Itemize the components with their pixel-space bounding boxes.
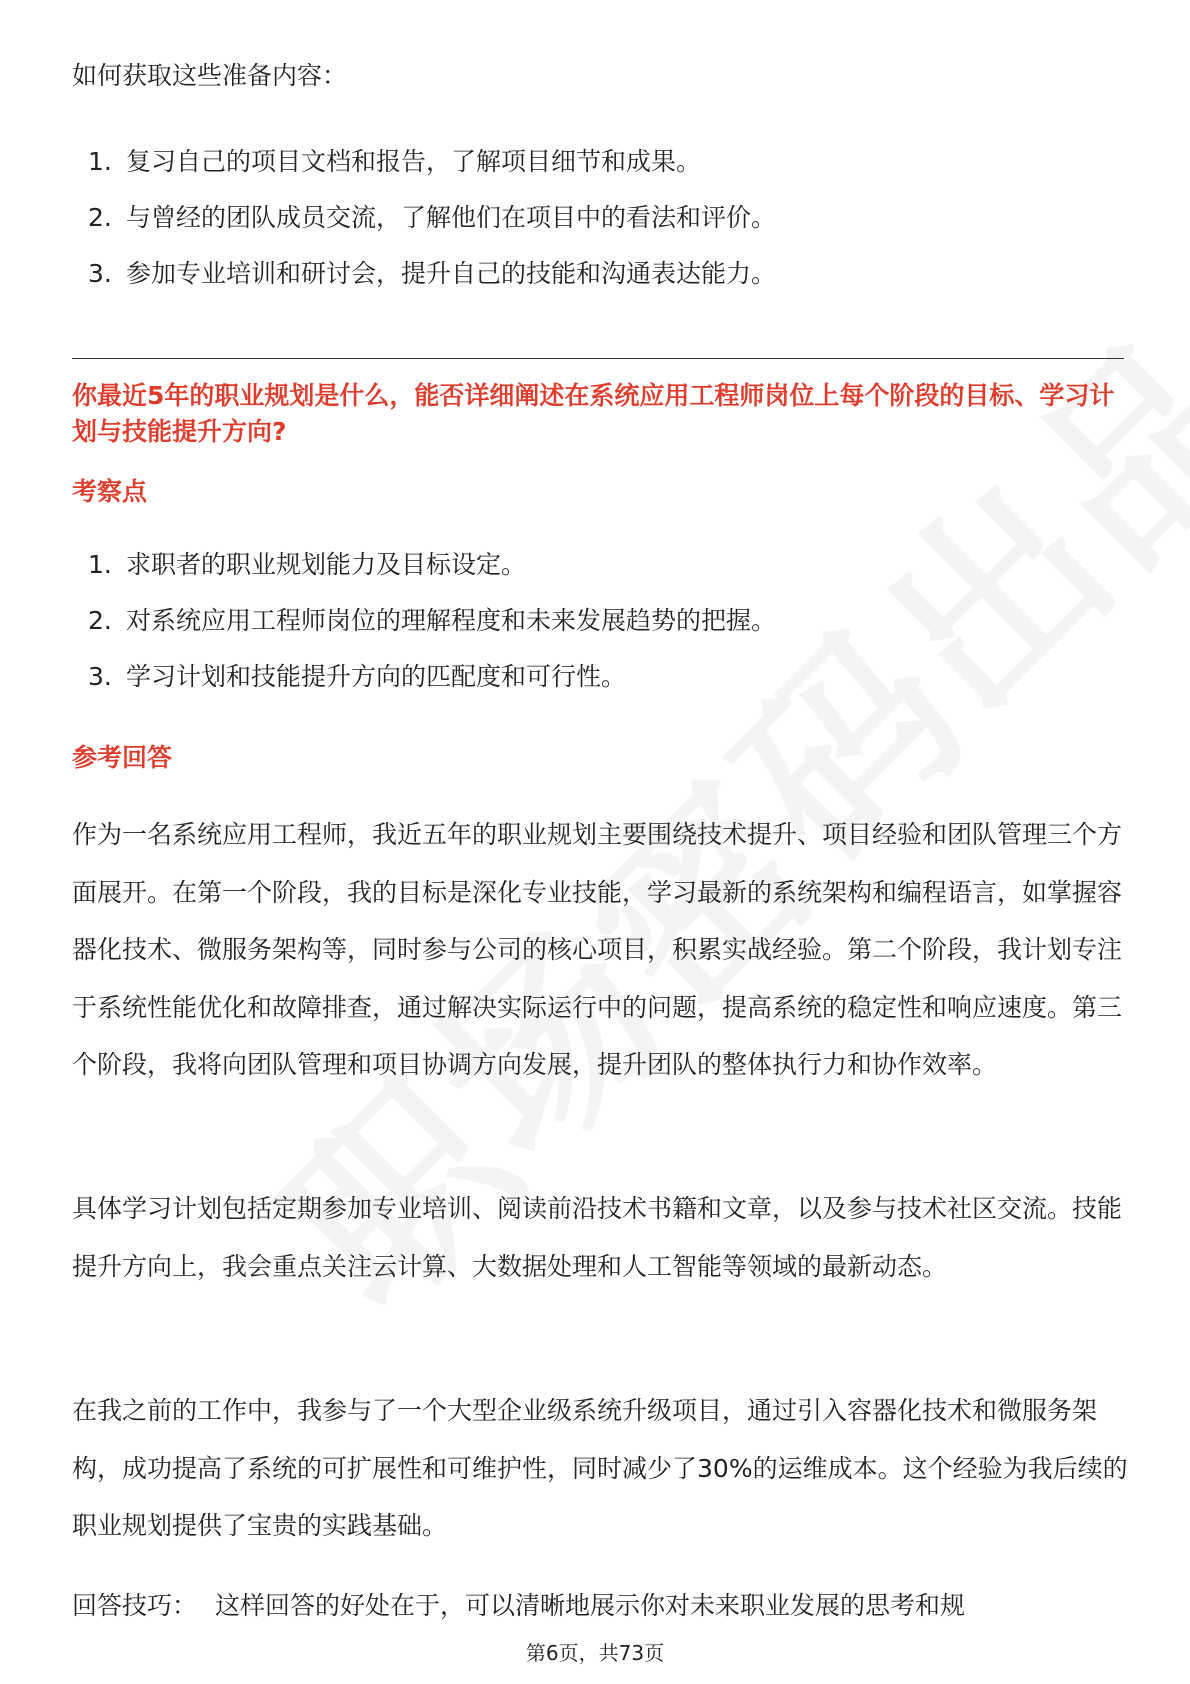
- list-item: [72, 657, 776, 713]
- list-number: 3.: [88, 662, 112, 691]
- list-text: 学习计划和技能提升方向的匹配度和可行性。: [126, 662, 627, 691]
- list-item: [72, 254, 776, 310]
- answer-tip: [72, 1586, 1128, 1626]
- list-item: [72, 601, 776, 657]
- answer-paragraph: 作为一名系统应用工程师，我近五年的职业规划主要围绕技术提升、项目经验和团队管理三个方面展开。在第一个阶段，我的目标是深化专业技能，学习最新的系统架构和编程语言，如掌握容器化技术、微服务架构等，同时参与公司的核心项目，积累实战经验。第二个阶段，我计划专注于系统性能优化和故障排查，通过解决实际运行中的问题，提高系统的稳定性和响应速度。第三个阶段，我将向团队管理和项目协调方向发展，提升团队的整体执行力和协作效率。: [72, 820, 1123, 1079]
- list-number: 2.: [88, 606, 112, 635]
- answer-label: 参考回答: [72, 743, 173, 772]
- list-item: [72, 142, 776, 198]
- prep-list: [72, 142, 776, 310]
- list-item: [72, 545, 776, 601]
- list-text: 复习自己的项目文档和报告，了解项目细节和成果。: [126, 147, 702, 176]
- list-number: 1.: [88, 147, 112, 176]
- list-number: 1.: [88, 550, 112, 579]
- answer-paragraph: 在我之前的工作中，我参与了一个大型企业级系统升级项目，通过引入容器化技术和微服务架构，成功提高了系统的可扩展性和可维护性，同时减少了30%的运维成本。这个经验为我后续的职业规划提供了宝贵的实践基础。: [72, 1396, 1128, 1540]
- list-text: 与曾经的团队成员交流，了解他们在项目中的看法和评价。: [126, 203, 777, 232]
- list-number: 2.: [88, 203, 112, 232]
- focus-list: [72, 545, 776, 713]
- list-text: 求职者的职业规划能力及目标设定。: [126, 550, 527, 579]
- page-number: 第6页，共73页: [525, 1641, 665, 1665]
- interview-question: 你最近5年的职业规划是什么，能否详细阐述在系统应用工程师岗位上每个阶段的目标、学习计划与技能提升方向?: [72, 381, 1115, 446]
- list-number: 3.: [88, 259, 112, 288]
- list-text: 参加专业培训和研讨会，提升自己的技能和沟通表达能力。: [126, 259, 777, 288]
- list-text: 对系统应用工程师岗位的理解程度和未来发展趋势的把握。: [126, 606, 777, 635]
- focus-label: 考察点: [72, 477, 148, 506]
- tip-label: 回答技巧：: [72, 1591, 198, 1620]
- tip-text: 这样回答的好处在于，可以清晰地展示你对未来职业发展的思考和规: [215, 1591, 966, 1620]
- section-divider: [72, 358, 1124, 359]
- list-item: [72, 198, 776, 254]
- intro-heading: 如何获取这些准备内容：: [72, 61, 348, 90]
- answer-paragraph: 具体学习计划包括定期参加专业培训、阅读前沿技术书籍和文章，以及参与技术社区交流。技能提升方向上，我会重点关注云计算、大数据处理和人工智能等领域的最新动态。: [72, 1194, 1123, 1281]
